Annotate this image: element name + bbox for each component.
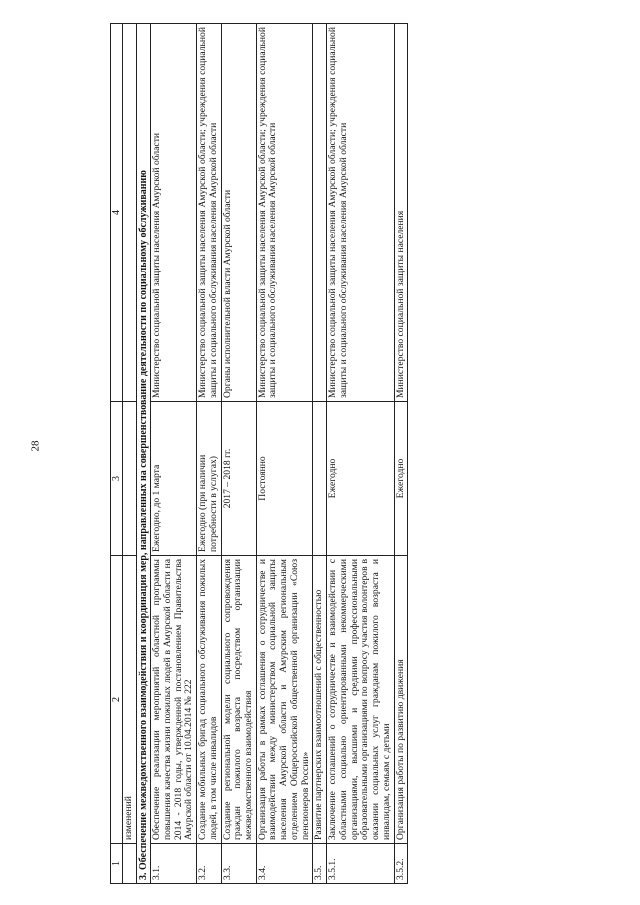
row-term: Постоянно — [256, 402, 313, 556]
table-row — [327, 24, 394, 884]
prev-row-fragment — [123, 24, 137, 884]
table-row — [151, 24, 197, 884]
row-number: 3.5.1. — [327, 844, 394, 884]
row-number: 3.4. — [256, 844, 313, 884]
column-number: 1 — [111, 844, 123, 884]
row-name: Организация работы в рамках соглашения о сотрудничестве и взаимодействии между министерством социальной защиты населения Амурской области и Амурским региональным отделением Общероссийской общественной организации «Союз пенсионеров России» — [256, 556, 313, 844]
row-term: Ежегодно — [327, 402, 394, 556]
row-executor: Министерство социальной защиты населения Амурской области — [151, 24, 197, 402]
row-executor: Министерство социальной защиты населения Амурской области; учреждения социальной защиты и социального обслуживания населения Амурской области — [327, 24, 394, 402]
page-number: 28 — [29, 440, 42, 452]
row-name: Развитие партнерских взаимоотношений с общественностью — [313, 556, 327, 844]
section-title: 3. Обеспечение межведомственного взаимодействия и координация мер, направленных на совершенствование деятельности по социальному обслуживанию — [136, 24, 150, 884]
prev-row-text: изменений — [123, 556, 137, 844]
row-name: Создание региональной модели социального сопровождения граждан пожилого возраста посредством организации межведомственного взаимодействия — [221, 556, 256, 844]
row-term: Ежегодно (при наличии потребности в услугах) — [197, 402, 221, 556]
table-row — [313, 24, 327, 884]
table-row — [221, 24, 256, 884]
row-number: 3.5. — [313, 844, 327, 884]
plan-table — [110, 23, 408, 884]
row-name: Заключение соглашений о сотрудничестве и взаимодействии с областными социально ориентированными некоммерческими организациями, высшими и средними профессиональными образовательными организациями по вопросу участия волонтеров в оказании социальных услуг гражданам пожилого возраста и инвалидам, семьям с детьми — [327, 556, 394, 844]
column-number: 2 — [111, 556, 123, 844]
row-executor — [313, 24, 327, 402]
table-row — [197, 24, 221, 884]
row-number: 3.1. — [151, 844, 197, 884]
column-number: 3 — [111, 402, 123, 556]
table-row — [256, 24, 313, 884]
row-executor: Органы исполнительной власти Амурской области — [221, 24, 256, 402]
column-number: 4 — [111, 24, 123, 402]
row-name: Обеспечение реализации мероприятий областной программы повышения качества жизни пожилых людей в Амурской области на 2014 - 2018 годы, утвержденной постановлением Правительства Амурской области от 10.04.2014 № 222 — [151, 556, 197, 844]
row-term — [313, 402, 327, 556]
row-executor: Министерство социальной защиты населения Амурской области; учреждения социальной защиты и социального обслуживания населения Амурской области — [197, 24, 221, 402]
section-header-row — [136, 24, 150, 884]
row-term: Ежегодно, до 1 марта — [151, 402, 197, 556]
row-executor: Министерство социальной защиты населения — [394, 24, 408, 402]
row-term: 2017 – 2018 гг. — [221, 402, 256, 556]
row-number: 3.5.2. — [394, 844, 408, 884]
row-term: Ежегодно — [394, 402, 408, 556]
table-row — [394, 24, 408, 884]
rotated-table-container — [110, 24, 568, 884]
row-name: Создание мобильных бригад социального обслуживания пожилых людей, в том числе инвалидов — [197, 556, 221, 844]
row-name: Организация работы по развитию движения — [394, 556, 408, 844]
row-number: 3.2. — [197, 844, 221, 884]
column-number-row — [111, 24, 123, 884]
row-number: 3.3. — [221, 844, 256, 884]
row-executor: Министерство социальной защиты населения Амурской области; учреждения социальной защиты и социального обслуживания населения Амурской области — [256, 24, 313, 402]
